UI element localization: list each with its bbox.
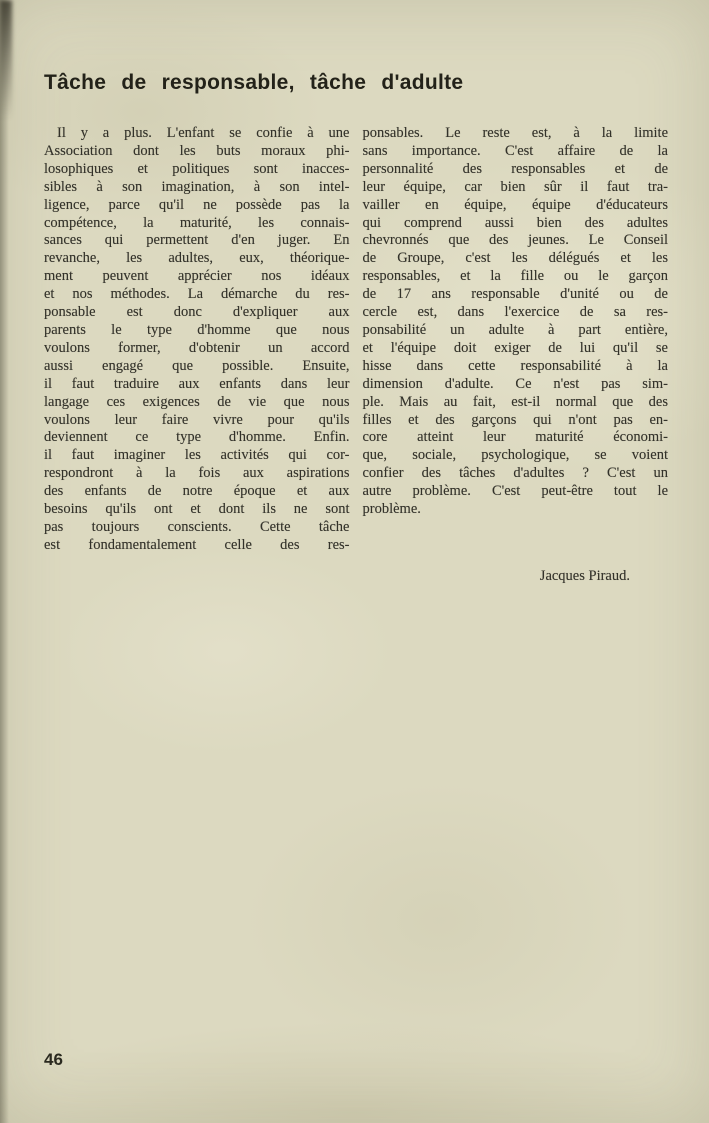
text-line: besoins qu'ils ont et dont ils ne sont [44, 501, 350, 518]
right-column [363, 125, 669, 555]
text-line: dimension d'adulte. Ce n'est pas sim- [362, 375, 668, 392]
text-line: pas toujours conscients. Cette tâche [44, 518, 350, 535]
text-line: respondront à la fois aux aspirations [44, 465, 350, 482]
article-body [44, 125, 668, 555]
text-line: il faut traduire aux enfants dans leur [44, 375, 350, 392]
text-line: Association dont les buts moraux phi- [44, 142, 350, 159]
text-line: de 17 ans responsable d'unité ou de [362, 286, 668, 303]
text-line: problème. [362, 501, 421, 518]
text-line: revanche, les adultes, eux, théorique- [44, 250, 350, 267]
text-line: losophiques et politiques sont inacces- [44, 160, 350, 177]
text-line: de Groupe, c'est les délégués et les [362, 250, 668, 267]
text-line: leur équipe, car bien sûr il faut tra- [362, 178, 668, 195]
text-line: que, sociale, psychologique, se voient [362, 447, 668, 464]
page-number: 46 [44, 1050, 63, 1069]
text-line: voulons former, d'obtenir un accord [44, 339, 350, 356]
text-line: chevronnés que des jeunes. Le Conseil [362, 232, 668, 249]
text-line: parents le type d'homme que nous [44, 321, 350, 338]
text-line: core atteint leur maturité économi- [362, 429, 668, 446]
scan-edge-shadow [0, 0, 9, 1123]
text-line: personnalité des responsables et de [362, 160, 668, 177]
text-line: il faut imaginer les activités qui cor- [44, 447, 350, 464]
text-line: Il y a plus. L'enfant se confie à une [57, 125, 350, 141]
text-line: sibles à son imagination, à son intel- [44, 178, 350, 195]
article-title: Tâche de responsable, tâche d'adulte [44, 71, 464, 94]
text-line: compétence, la maturité, les connais- [44, 214, 350, 231]
text-line: et l'équipe doit exiger de lui qu'il se [362, 339, 668, 356]
text-line: des enfants de notre époque et aux [44, 483, 350, 500]
text-line: langage ces exigences de vie que nous [44, 393, 350, 410]
text-line: sances qui permettent d'en juger. En [44, 232, 350, 249]
text-line: sans importance. C'est affaire de la [362, 142, 668, 159]
text-line: ponsable est donc d'expliquer aux [44, 304, 350, 321]
text-line: et nos méthodes. La démarche du res- [44, 286, 350, 303]
text-line: ponsabilité un adulte à part entière, [362, 321, 668, 338]
text-line: aussi engagé que possible. Ensuite, [44, 357, 350, 374]
text-line: vailler en équipe, équipe d'éducateurs [362, 196, 668, 213]
text-line: confier des tâches d'adultes ? C'est un [362, 465, 668, 482]
text-line: cercle est, dans l'exercice de sa res- [362, 304, 668, 321]
text-line: filles et des garçons qui n'ont pas en- [362, 411, 668, 428]
text-line: ponsables. Le reste est, à la limite [362, 125, 668, 141]
text-line: autre problème. C'est peut-être tout le [362, 483, 668, 500]
text-line: responsables, et la fille ou le garçon [362, 268, 668, 285]
text-line: est fondamentalement celle des res- [44, 536, 350, 553]
text-line: qui comprend aussi bien des adultes [362, 214, 668, 231]
text-line: ligence, parce qu'il ne possède pas la [44, 196, 350, 213]
text-line: voulons leur faire vivre pour qu'ils [44, 411, 350, 428]
signature-row [44, 555, 668, 586]
text-line: ple. Mais au fait, est-il normal que des [362, 393, 668, 410]
left-column [44, 125, 350, 555]
text-line: ment peuvent apprécier nos idéaux [44, 268, 350, 285]
text-line: hisse dans cette responsabilité à la [362, 357, 668, 374]
author-signature: Jacques Piraud. [539, 567, 630, 584]
text-line: deviennent ce type d'homme. Enfin. [44, 429, 350, 446]
